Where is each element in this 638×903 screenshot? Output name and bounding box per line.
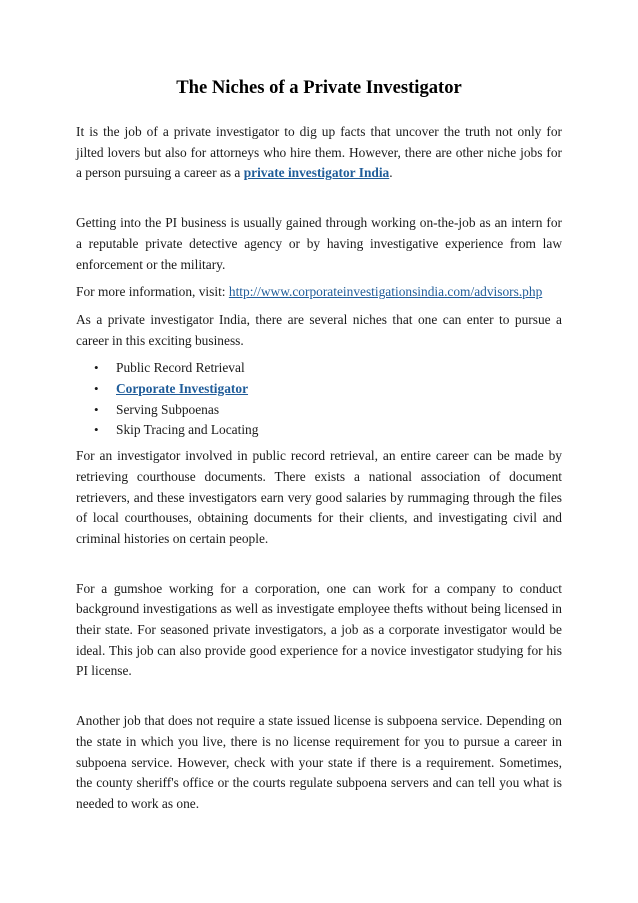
bullet-icon: • <box>94 381 99 397</box>
niches-intro-paragraph: As a private investigator India, there are several niches that one can enter to pursue a career in this exciting business. <box>76 311 562 348</box>
list-item <box>76 358 562 379</box>
intro-text-end: . <box>389 165 393 181</box>
list-item <box>76 420 562 441</box>
page-title: The Niches of a Private Investigator <box>176 77 462 98</box>
intro-text: It is the job of a private investigator to dig up facts that uncover the truth not only for jilted lovers but also for attorneys who hire them. However, there are other niche jobs for a person pursuing a career as a <box>76 124 562 181</box>
bullet-icon: • <box>94 360 99 376</box>
more-info-paragraph <box>76 282 562 303</box>
niche-label: Public Record Retrieval <box>116 360 245 376</box>
subpoena-paragraph: Another job that does not require a state issued license is subpoena service. Depending on the state in which you live, there is no license requirement for you to pursue a career in subpoena service. However, check with your state if there is a requirement. Sometimes, the county sheriff's office or the courts regulate subpoena servers and can tell you what is needed to work as one. <box>76 713 562 811</box>
corporate-paragraph: For a gumshoe working for a corporation, one can work for a company to conduct background investigations as well as investigate employee thefts without being licensed in their state. For seasoned private investigators, a job as a corporate investigator would be ideal. This job can also provide good experience for a novice investigator studying for his PI license. <box>76 580 562 679</box>
getting-into-paragraph: Getting into the PI business is usually gained through working on-the-job as an intern for a reputable private detective agency or by having investigative experience from law enforcement or the military. <box>76 215 562 272</box>
list-item <box>76 400 562 421</box>
niche-label: Skip Tracing and Locating <box>116 422 259 438</box>
bullet-icon: • <box>94 422 99 438</box>
bullet-icon: • <box>94 401 99 417</box>
niches-list <box>76 358 562 441</box>
list-item <box>76 379 562 400</box>
public-record-paragraph: For an investigator involved in public record retrieval, an entire career can be made by retrieving courthouse documents. There exists a national association of document retrievers, and these investigators earn very good salaries by rummaging through the files of local courthouses, obtaining documents for their clients, and investigating civil and criminal histories on certain people. <box>76 448 562 546</box>
advisors-url-link[interactable]: http://www.corporateinvestigationsindia.com/advisors.php <box>228 284 543 300</box>
private-investigator-india-link[interactable]: private investigator India <box>243 165 390 181</box>
niche-label: Serving Subpoenas <box>116 401 220 417</box>
intro-paragraph <box>76 122 562 184</box>
more-info-label: For more information, visit: <box>76 284 229 300</box>
corporate-investigator-link[interactable]: Corporate Investigator <box>116 381 249 397</box>
document-page <box>76 76 562 815</box>
